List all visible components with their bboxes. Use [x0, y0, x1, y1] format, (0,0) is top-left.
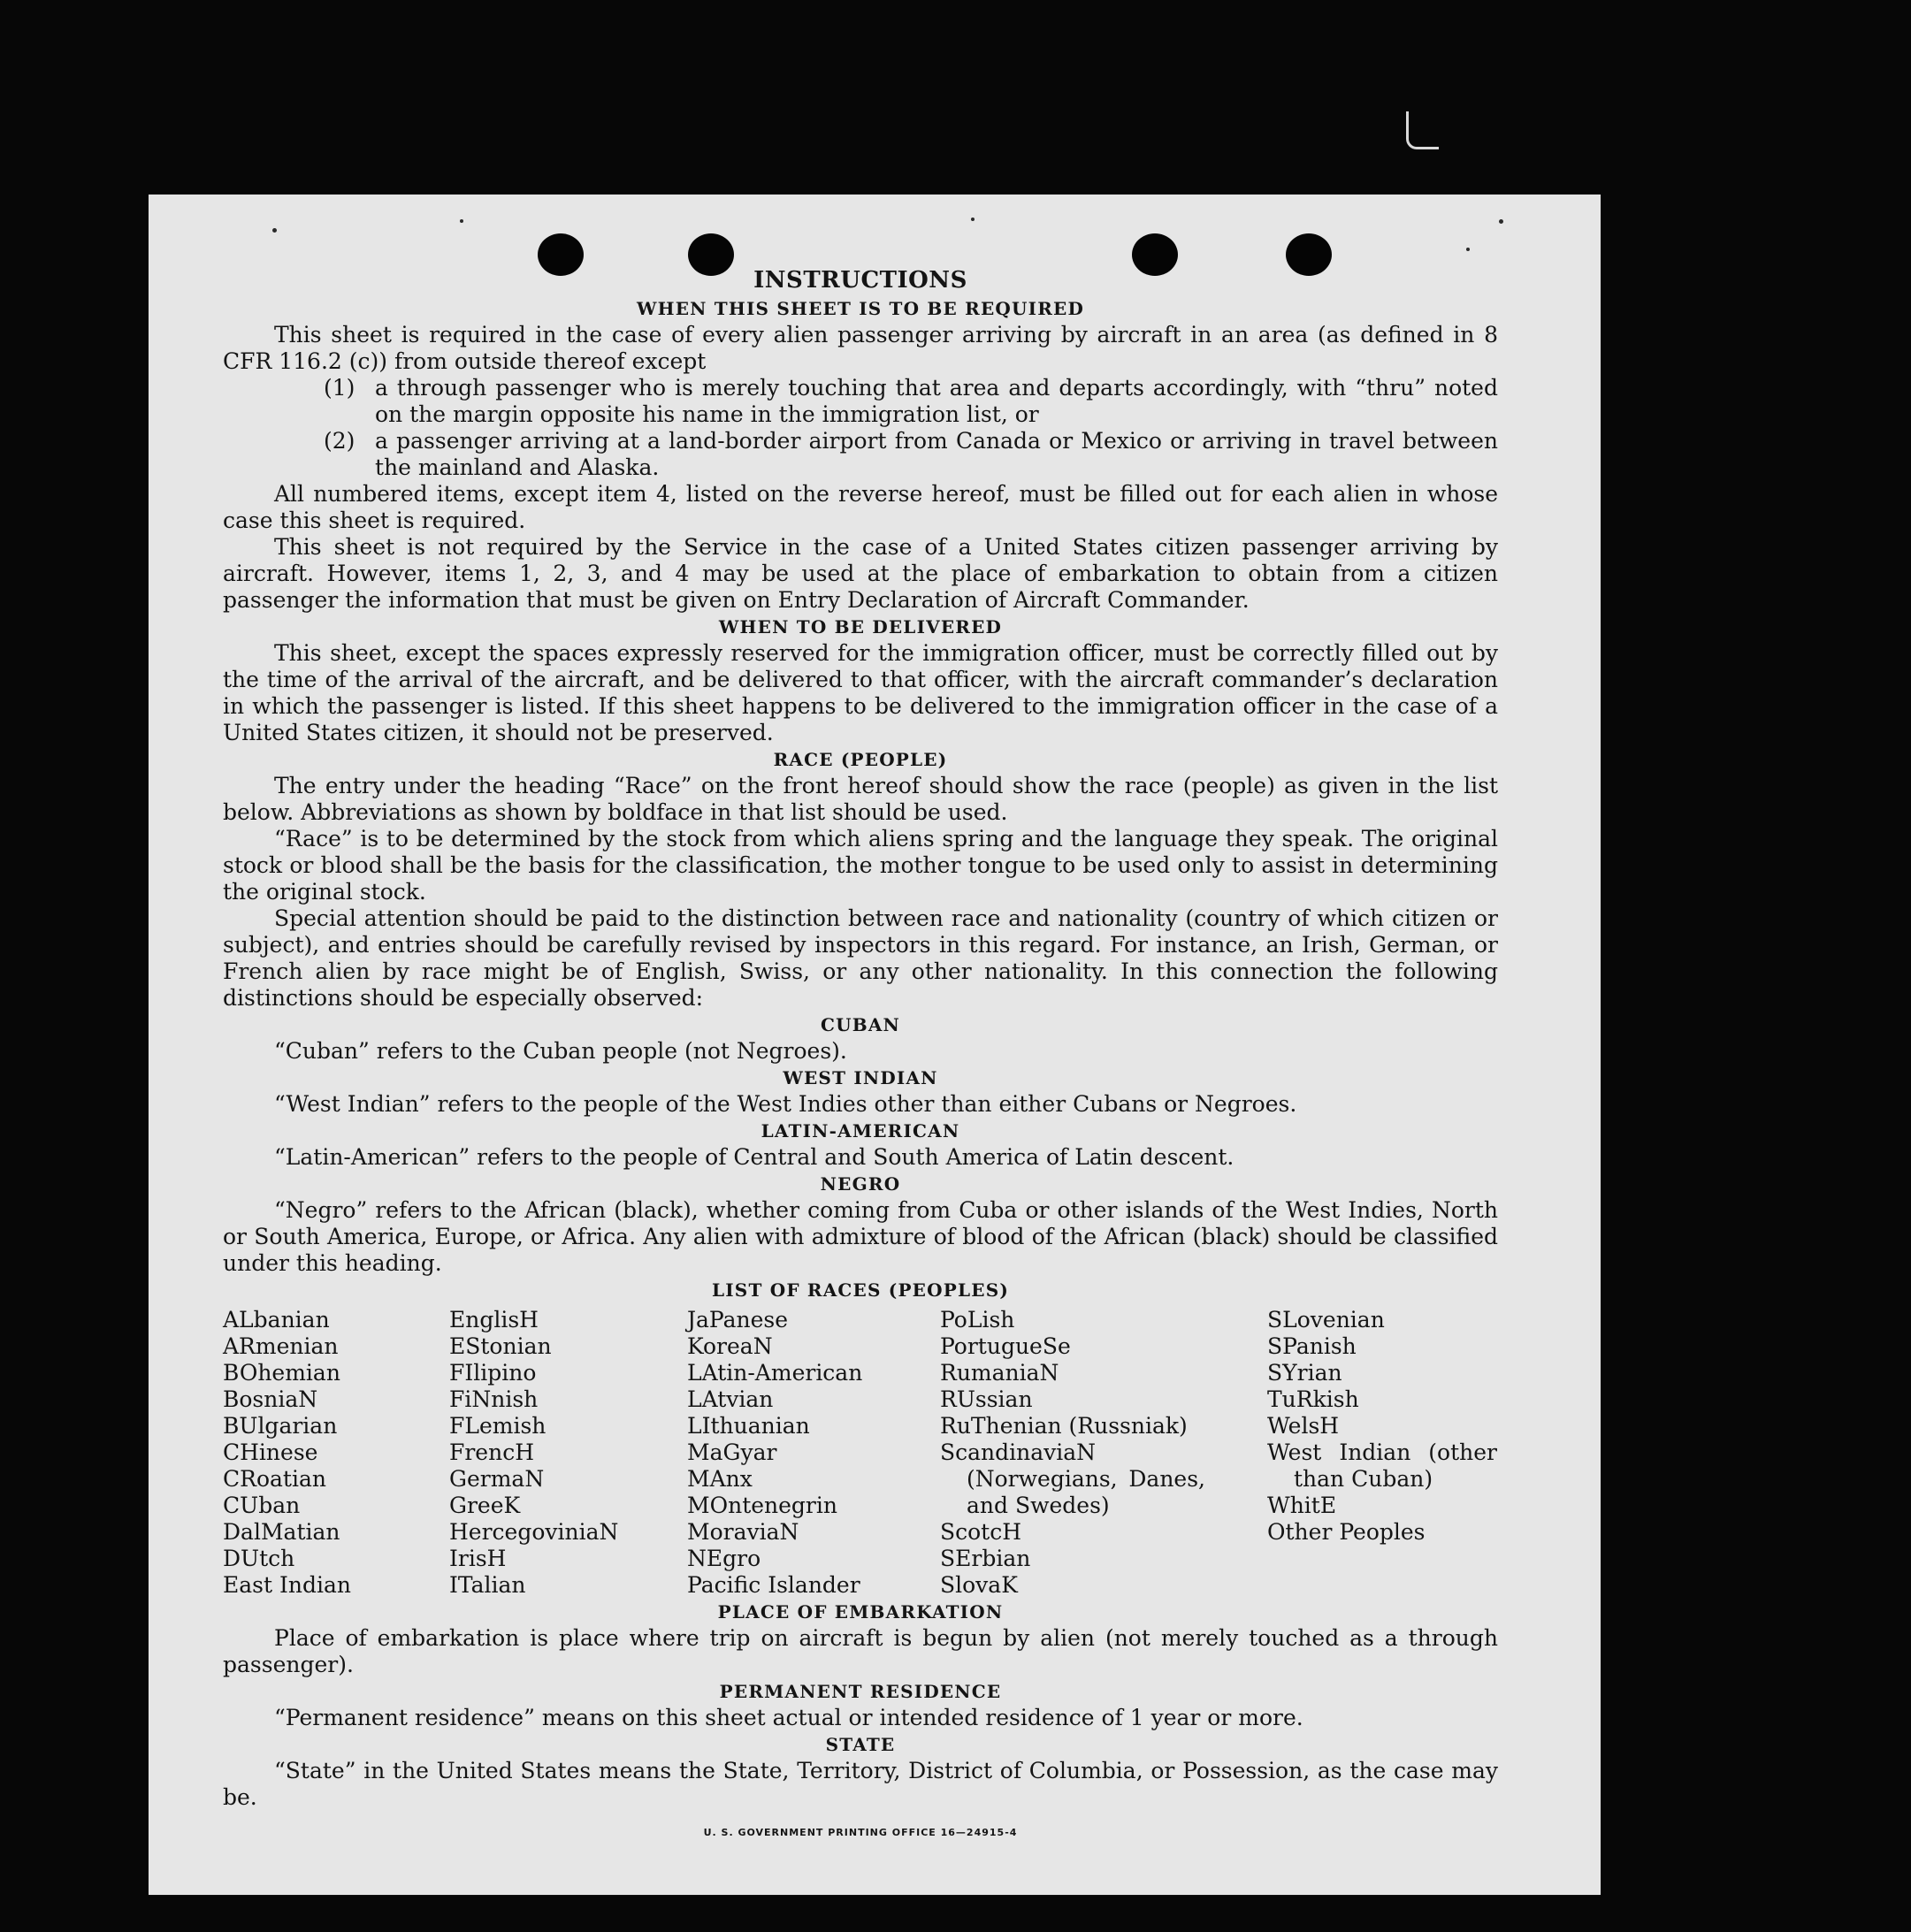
race-item: PoLish: [940, 1307, 1015, 1333]
race-item: GermaN: [449, 1466, 545, 1492]
race-item: NEgro: [687, 1546, 761, 1571]
race-item: MaGyar: [687, 1439, 777, 1465]
race-item: CHinese: [223, 1439, 318, 1465]
race-item: KoreaN: [687, 1333, 773, 1359]
race-item: BOhemian: [223, 1360, 340, 1386]
speck: [1499, 219, 1503, 224]
paragraph-state: “State” in the United States means the State, Territory, District of Columbia, or Possession, as the case may be.: [223, 1758, 1498, 1810]
heading-west-indian: WEST INDIAN: [783, 1067, 938, 1088]
speck: [460, 219, 463, 223]
race-item: CRoatian: [223, 1466, 326, 1492]
heading-permanent-residence: PERMANENT RESIDENCE: [719, 1681, 1002, 1702]
race-item: Pacific Islander: [687, 1572, 860, 1598]
race-item: RuThenian (Russniak): [940, 1413, 1188, 1439]
heading-latin-american: LATIN-AMERICAN: [761, 1120, 960, 1142]
exception-item: [223, 428, 1498, 481]
race-item: IrisH: [449, 1546, 507, 1571]
race-item: ITalian: [449, 1572, 526, 1598]
race-item: DalMatian: [223, 1519, 340, 1545]
race-item: ARmenian: [223, 1333, 339, 1359]
instruction-sheet: [149, 195, 1601, 1895]
race-column: [687, 1307, 940, 1599]
race-item: JaPanese: [687, 1307, 789, 1333]
paragraph-cuban: “Cuban” refers to the Cuban people (not Negroes).: [274, 1038, 847, 1064]
corner-pencil-mark: [1406, 111, 1439, 149]
paragraph-latin-american: “Latin-American” refers to the people of Central and South America of Latin descent.: [274, 1144, 1235, 1170]
heading-when-delivered: WHEN TO BE DELIVERED: [718, 616, 1003, 638]
race-item: FIlipino: [449, 1360, 537, 1386]
race-item: TuRkish: [1267, 1386, 1359, 1412]
instructions-body: [223, 265, 1498, 1846]
race-item: EStonian: [449, 1333, 552, 1359]
exception-number: (2): [324, 428, 355, 454]
heading-cuban: CUBAN: [820, 1014, 901, 1035]
race-item: FiNnish: [449, 1386, 539, 1412]
paragraph-race-nationality: Special attention should be paid to the distinction between race and nationality (country of which citizen or subject), and entries should be carefully revised by inspectors in this regard. For instance, an Irish, German, or French alien by race might be of English, Swiss, or any other nationality. In this connection the following distinctions should be especially observed:: [223, 905, 1498, 1011]
race-item: West Indian (other than Cuban): [1267, 1439, 1497, 1492]
heading-race: RACE (PEOPLE): [773, 749, 948, 770]
race-item: LIthuanian: [687, 1413, 810, 1439]
paragraph-negro: “Negro” refers to the African (black), whether coming from Cuba or other islands of the West Indies, North or South America, Europe, or Africa. Any alien with admixture of blood of the African (black) should be classified under this heading.: [223, 1197, 1498, 1276]
race-item: SlovaK: [940, 1572, 1018, 1598]
paragraph-embarkation: Place of embarkation is place where trip on aircraft is begun by alien (not merely touched as a through passenger).: [223, 1625, 1498, 1677]
paragraph-required-intro: This sheet is required in the case of every alien passenger arriving by aircraft in an area (as defined in 8 CFR 116.2 (c)) from outside thereof except: [223, 322, 1498, 374]
race-item: Other Peoples: [1267, 1519, 1426, 1545]
paragraph-delivery: This sheet, except the spaces expressly reserved for the immigration officer, must be correctly filled out by the time of the arrival of the aircraft, and be delivered to that officer, with the aircraft commander’s declaration in which the passenger is listed. If this sheet happens to be delivered to the immigration officer in the case of a United States citizen, it should not be preserved.: [223, 640, 1498, 745]
paragraph-citizen: This sheet is not required by the Service in the case of a United States citizen passenger arriving by aircraft. However, items 1, 2, 3, and 4 may be used at the place of embarkation to obtain from a citizen passenger the information that must be given on Entry Declaration of Aircraft Commander.: [223, 534, 1498, 613]
race-item: FrencH: [449, 1439, 534, 1465]
race-item: SLovenian: [1267, 1307, 1385, 1333]
race-item: SPanish: [1267, 1333, 1357, 1359]
paragraph-permanent-residence: “Permanent residence” means on this sheet actual or intended residence of 1 year or more.: [274, 1705, 1303, 1730]
race-item: LAtvian: [687, 1386, 774, 1412]
exception-item: [223, 375, 1498, 428]
printer-imprint: U. S. GOVERNMENT PRINTING OFFICE 16—24915-4: [703, 1827, 1018, 1838]
paragraph-race-entry: The entry under the heading “Race” on the front hereof should show the race (people) as given in the list below. Abbreviations as shown by boldface in that list should be used.: [223, 773, 1498, 825]
paragraph-west-indian: “West Indian” refers to the people of the West Indies other than either Cubans or Negroes.: [274, 1091, 1297, 1117]
speck: [272, 228, 277, 233]
race-list: [223, 1307, 1498, 1599]
paragraph-numbered-items: All numbered items, except item 4, listed on the reverse hereof, must be filled out for each alien in whose case this sheet is required.: [223, 481, 1498, 533]
race-item: EnglisH: [449, 1307, 539, 1333]
race-item: PortugueSe: [940, 1333, 1071, 1359]
race-item: HercegoviniaN: [449, 1519, 619, 1545]
race-item: ALbanian: [223, 1307, 330, 1333]
race-item: East Indian: [223, 1572, 351, 1598]
race-item: DUtch: [223, 1546, 295, 1571]
race-item: BUlgarian: [223, 1413, 338, 1439]
race-column: [223, 1307, 449, 1599]
exception-text: a through passenger who is merely touching that area and departs accordingly, with “thru” noted on the margin opposite his name in the immigration list, or: [375, 375, 1498, 427]
race-column: [1267, 1307, 1497, 1599]
race-item: MoraviaN: [687, 1519, 799, 1545]
heading-negro: NEGRO: [820, 1173, 901, 1195]
race-item: WhitE: [1267, 1493, 1337, 1518]
heading-when-required: WHEN THIS SHEET IS TO BE REQUIRED: [636, 298, 1085, 319]
race-item: WelsH: [1267, 1413, 1340, 1439]
exception-list: [223, 375, 1498, 481]
heading-state: STATE: [825, 1734, 896, 1755]
race-item: SErbian: [940, 1546, 1031, 1571]
race-item: CUban: [223, 1493, 301, 1518]
page-title: INSTRUCTIONS: [753, 267, 967, 294]
race-item: LAtin-American: [687, 1360, 863, 1386]
race-item: BosniaN: [223, 1386, 318, 1412]
exception-text: a passenger arriving at a land-border airport from Canada or Mexico or arriving in travel between the mainland and Alaska.: [375, 428, 1498, 480]
race-item: RUssian: [940, 1386, 1033, 1412]
heading-embarkation: PLACE OF EMBARKATION: [717, 1601, 1004, 1623]
race-item: ScandinaviaN (Norwegians, Danes, and Swedes): [940, 1439, 1205, 1518]
speck: [971, 218, 975, 221]
exception-number: (1): [324, 375, 355, 401]
heading-race-list: LIST OF RACES (PEOPLES): [711, 1279, 1010, 1301]
race-item: SYrian: [1267, 1360, 1342, 1386]
race-item: MOntenegrin: [687, 1493, 837, 1518]
race-column: [449, 1307, 687, 1599]
race-item: RumaniaN: [940, 1360, 1059, 1386]
race-column: [940, 1307, 1205, 1599]
race-item: ScotcH: [940, 1519, 1022, 1545]
speck: [1466, 248, 1470, 251]
race-item: FLemish: [449, 1413, 547, 1439]
race-item: GreeK: [449, 1493, 521, 1518]
race-item: MAnx: [687, 1466, 753, 1492]
paragraph-race-definition: “Race” is to be determined by the stock from which aliens spring and the language they speak. The original stock or blood shall be the basis for the classification, the mother tongue to be used only to assist in determining the original stock.: [223, 826, 1498, 905]
